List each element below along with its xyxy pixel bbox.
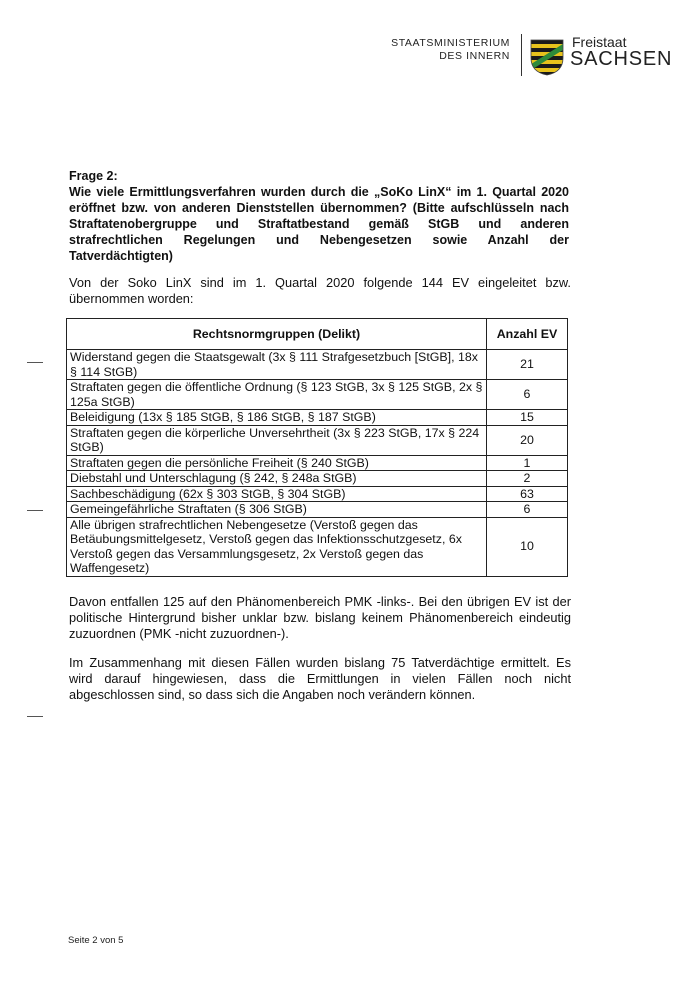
table-row xyxy=(67,502,568,518)
crime-cell: Gemeingefährliche Straftaten (§ 306 StGB) xyxy=(67,502,487,518)
count-cell: 20 xyxy=(487,425,568,455)
crime-cell: Straftaten gegen die körperliche Unversehrtheit (3x § 223 StGB, 17x § 224 StGB) xyxy=(67,425,487,455)
table-row xyxy=(67,455,568,471)
question-block xyxy=(69,168,569,264)
question-text: Wie viele Ermittlungsverfahren wurden durch die „SoKo LinX“ im 1. Quartal 2020 eröffnet bzw. von anderen Dienststellen übernommen? (Bitte aufschlüsseln nach Straftatenobergruppe und Straftatbestand gemäß StGB und anderen strafrechtlichen Regelungen und Nebengesetzen sowie Anzahl der Tatverdächtigten) xyxy=(69,185,569,263)
table-row xyxy=(67,486,568,502)
fold-mark xyxy=(27,510,43,511)
count-cell: 63 xyxy=(487,486,568,502)
table-row xyxy=(67,517,568,576)
intro-paragraph: Von der Soko LinX sind im 1. Quartal 2020 folgende 144 EV eingeleitet bzw. übernommen worden: xyxy=(69,275,571,306)
ministry-name xyxy=(380,37,510,63)
header-crime-group: Rechtsnormgruppen (Delikt) xyxy=(67,319,487,350)
count-cell: 1 xyxy=(487,455,568,471)
page-number: Seite 2 von 5 xyxy=(68,935,124,946)
header-divider xyxy=(521,34,522,76)
table-row xyxy=(67,410,568,426)
table-row xyxy=(67,471,568,487)
state-name-large: SACHSEN xyxy=(570,48,673,70)
phenomenon-paragraph: Davon entfallen 125 auf den Phänomenbereich PMK -links-. Bei den übrigen EV ist der politische Hintergrund bisher unklar bzw. bislang keinem Phänomenbereich eindeutig zuzuordnen (PMK -nicht zuzuordnen-). xyxy=(69,594,571,641)
crime-cell: Diebstahl und Unterschlagung (§ 242, § 248a StGB) xyxy=(67,471,487,487)
investigations-table xyxy=(66,318,568,577)
count-cell: 10 xyxy=(487,517,568,576)
crime-cell: Sachbeschädigung (62x § 303 StGB, § 304 StGB) xyxy=(67,486,487,502)
count-cell: 6 xyxy=(487,380,568,410)
crime-cell: Alle übrigen strafrechtlichen Nebengesetze (Verstoß gegen das Betäubungsmittelgesetz, Verstoß gegen das Infektionsschutzgesetz, 6x Verstoß gegen das Versammlungsgesetz, 2x Verstoß gegen das Waffengesetz) xyxy=(67,517,487,576)
crime-cell: Straftaten gegen die persönliche Freiheit (§ 240 StGB) xyxy=(67,455,487,471)
state-name-small: Freistaat xyxy=(572,34,627,50)
fold-mark xyxy=(27,362,43,363)
count-cell: 2 xyxy=(487,471,568,487)
header-count: Anzahl EV xyxy=(487,319,568,350)
table-row xyxy=(67,425,568,455)
ministry-line-1: STAATSMINISTERIUM xyxy=(391,37,510,49)
ministry-line-2: DES INNERN xyxy=(439,50,510,62)
crime-cell: Widerstand gegen die Staatsgewalt (3x § 111 Strafgesetzbuch [StGB], 18x § 114 StGB) xyxy=(67,350,487,380)
saxony-coat-of-arms-icon xyxy=(530,36,564,76)
suspects-paragraph: Im Zusammenhang mit diesen Fällen wurden bislang 75 Tatverdächtige ermittelt. Es wird darauf hingewiesen, dass die Ermittlungen in vielen Fällen noch nicht abgeschlossen sind, so dass sich die Angaben noch verändern können. xyxy=(69,655,571,702)
fold-mark xyxy=(27,716,43,717)
table-row xyxy=(67,350,568,380)
count-cell: 21 xyxy=(487,350,568,380)
count-cell: 15 xyxy=(487,410,568,426)
crime-cell: Straftaten gegen die öffentliche Ordnung (§ 123 StGB, 3x § 125 StGB, 2x § 125a StGB) xyxy=(67,380,487,410)
crime-cell: Beleidigung (13x § 185 StGB, § 186 StGB, § 187 StGB) xyxy=(67,410,487,426)
count-cell: 6 xyxy=(487,502,568,518)
table-header-row xyxy=(67,319,568,350)
question-label: Frage 2: xyxy=(69,169,118,183)
table-row xyxy=(67,380,568,410)
